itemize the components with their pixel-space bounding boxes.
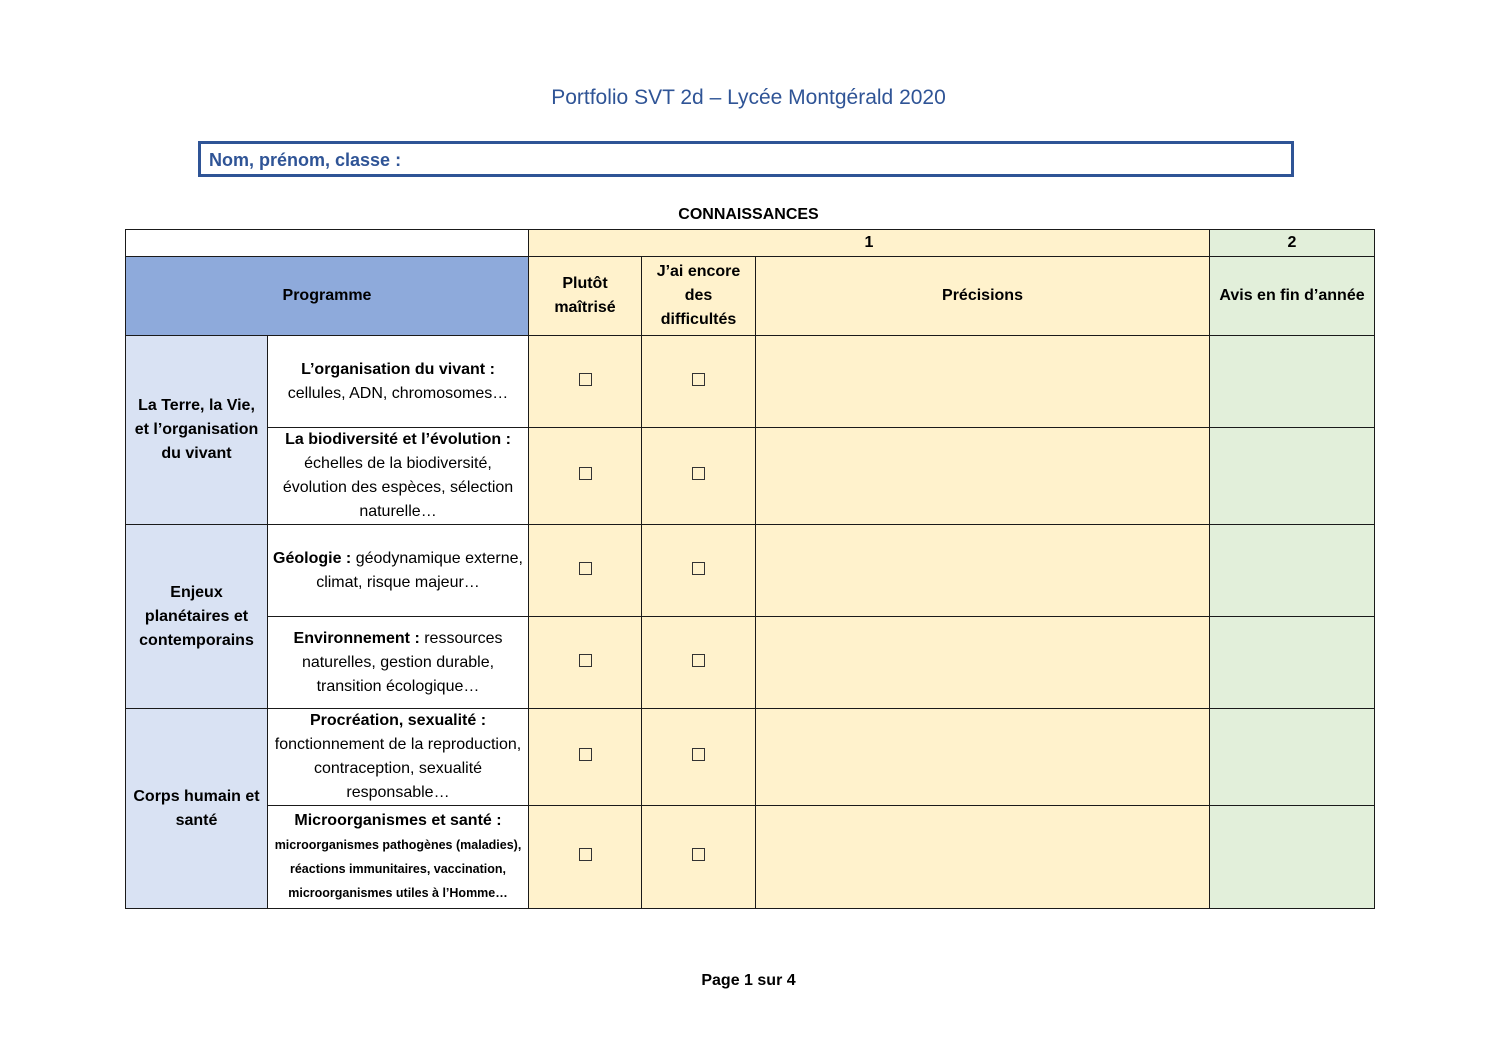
difficulties-checkbox[interactable] <box>692 373 705 386</box>
document-title: Portfolio SVT 2d – Lycée Montgérald 2020 <box>551 86 946 109</box>
mastered-checkbox-cell <box>529 617 642 709</box>
mastered-checkbox[interactable] <box>579 373 592 386</box>
end-of-year-field[interactable] <box>1210 617 1375 709</box>
theme-label: Enjeux planétaires et contemporains <box>126 525 268 709</box>
topic-description: géodynamique externe, climat, risque majeur… <box>316 549 523 591</box>
theme-label: Corps humain et santé <box>126 709 268 909</box>
table-row <box>126 806 1375 909</box>
difficulties-checkbox[interactable] <box>692 848 705 861</box>
mastered-checkbox[interactable] <box>579 654 592 667</box>
topic-description: ressources naturelles, gestion durable, transition écologique… <box>301 629 503 695</box>
topic-cell <box>268 617 529 709</box>
details-field[interactable] <box>756 525 1210 617</box>
topic-cell <box>268 709 529 806</box>
topic-description: microorganismes pathogènes (maladies), réactions immunitaires, vaccination, microorganismes utiles à l’Homme… <box>274 838 522 900</box>
group-header-1: 1 <box>529 230 1210 257</box>
end-of-year-field[interactable] <box>1210 336 1375 428</box>
skills-table <box>125 229 1375 909</box>
empty-corner-cell <box>126 230 529 257</box>
section-title: CONNAISSANCES <box>678 206 819 223</box>
end-of-year-field[interactable] <box>1210 709 1375 806</box>
details-field[interactable] <box>756 806 1210 909</box>
topic-title: La biodiversité et l’évolution : <box>285 431 511 448</box>
details-field[interactable] <box>756 709 1210 806</box>
difficulties-checkbox[interactable] <box>692 562 705 575</box>
difficulties-checkbox-cell <box>642 806 756 909</box>
difficulties-checkbox[interactable] <box>692 748 705 761</box>
mastered-checkbox[interactable] <box>579 748 592 761</box>
column-header-programme: Programme <box>126 257 529 336</box>
mastered-checkbox-cell <box>529 709 642 806</box>
end-of-year-field[interactable] <box>1210 525 1375 617</box>
table-row <box>126 617 1375 709</box>
difficulties-checkbox[interactable] <box>692 654 705 667</box>
mastered-checkbox-cell <box>529 336 642 428</box>
topic-title: Microorganismes et santé : <box>294 812 502 829</box>
details-field[interactable] <box>756 617 1210 709</box>
table-row <box>126 336 1375 428</box>
group-header-2: 2 <box>1210 230 1375 257</box>
column-header-details: Précisions <box>756 257 1210 336</box>
mastered-checkbox-cell <box>529 428 642 525</box>
details-field[interactable] <box>756 428 1210 525</box>
column-header-end-of-year: Avis en fin d’année <box>1210 257 1375 336</box>
end-of-year-field[interactable] <box>1210 806 1375 909</box>
difficulties-checkbox-cell <box>642 428 756 525</box>
topic-description: fonctionnement de la reproduction, contraception, sexualité responsable… <box>274 736 522 801</box>
topic-title: Géologie : <box>273 549 352 567</box>
table-row <box>126 525 1375 617</box>
theme-label: La Terre, la Vie, et l’organisation du vivant <box>126 336 268 525</box>
table-row <box>126 428 1375 525</box>
topic-cell <box>268 806 529 909</box>
topic-cell <box>268 428 529 525</box>
topic-cell <box>268 525 529 617</box>
difficulties-checkbox-cell <box>642 525 756 617</box>
difficulties-checkbox-cell <box>642 617 756 709</box>
topic-title: Environnement : <box>293 629 420 647</box>
mastered-checkbox[interactable] <box>579 467 592 480</box>
end-of-year-field[interactable] <box>1210 428 1375 525</box>
topic-description: échelles de la biodiversité, évolution des espèces, sélection naturelle… <box>282 455 514 520</box>
table-row <box>126 709 1375 806</box>
page-number: Page 1 sur 4 <box>701 972 796 989</box>
mastered-checkbox-cell <box>529 806 642 909</box>
topic-title: L’organisation du vivant : <box>301 360 495 378</box>
topic-cell <box>268 336 529 428</box>
name-field[interactable] <box>198 141 1294 177</box>
difficulties-checkbox-cell <box>642 336 756 428</box>
name-field-label: Nom, prénom, classe : <box>209 150 402 170</box>
details-field[interactable] <box>756 336 1210 428</box>
column-header-mastered: Plutôt maîtrisé <box>529 257 642 336</box>
column-header-difficulties: J’ai encore des difficultés <box>642 257 756 336</box>
difficulties-checkbox[interactable] <box>692 467 705 480</box>
mastered-checkbox[interactable] <box>579 562 592 575</box>
difficulties-checkbox-cell <box>642 709 756 806</box>
topic-title: Procréation, sexualité : <box>309 712 487 729</box>
mastered-checkbox-cell <box>529 525 642 617</box>
mastered-checkbox[interactable] <box>579 848 592 861</box>
topic-description: cellules, ADN, chromosomes… <box>287 384 509 402</box>
